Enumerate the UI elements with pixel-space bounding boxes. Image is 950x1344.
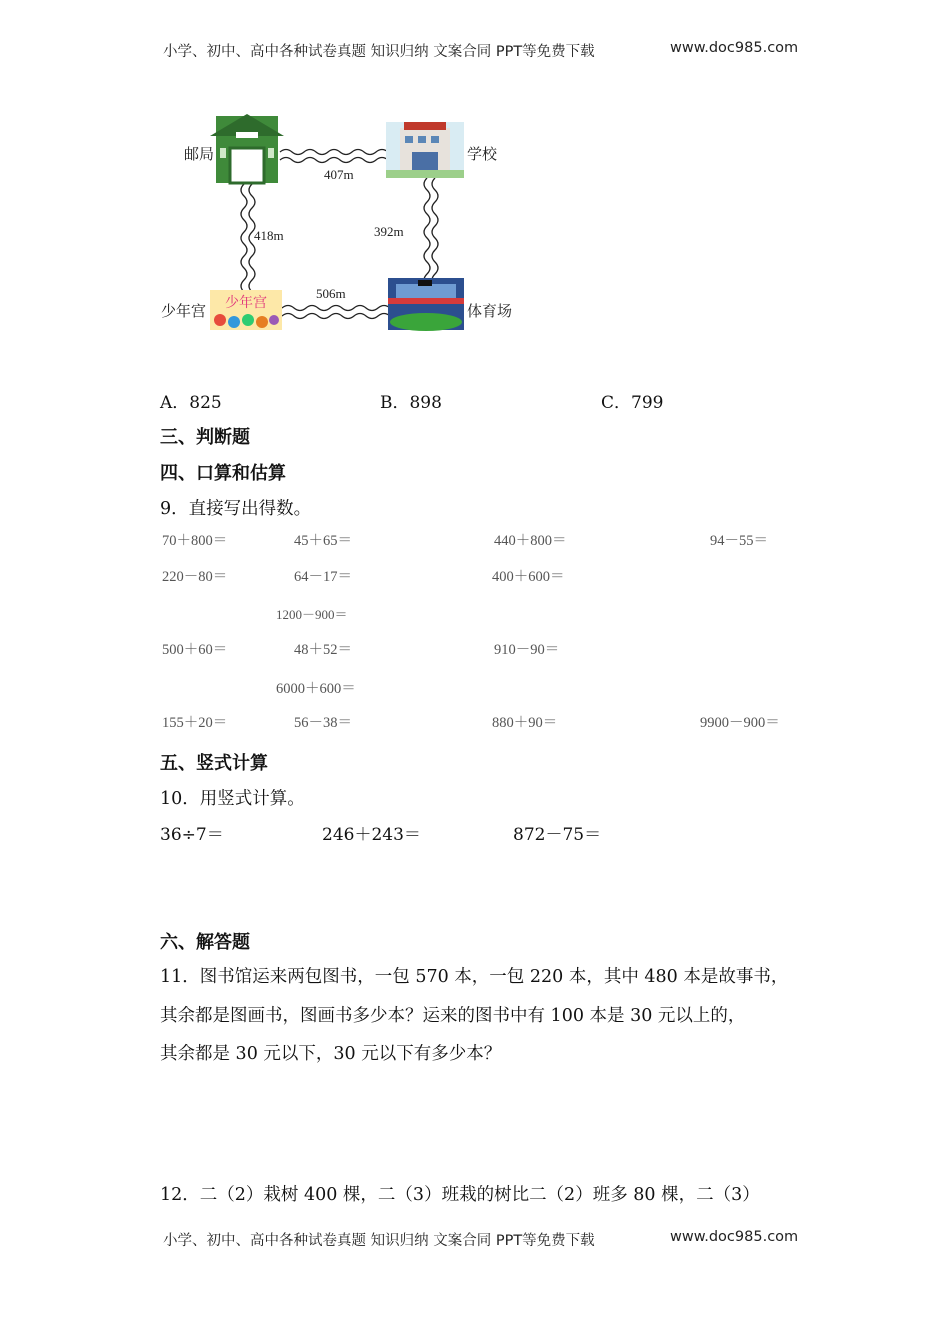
road-post-youth (241, 184, 247, 292)
label-stadium: 体育场 (467, 302, 513, 320)
page-footer (163, 1229, 799, 1250)
footer-site: www.doc985.com (670, 1229, 799, 1245)
q9-item: 155＋20＝ (162, 715, 228, 731)
section-judgement: 三、判断题 (160, 427, 250, 448)
distance-school-stadium: 392m (374, 224, 404, 239)
q10-item: 246＋243＝ (322, 825, 421, 845)
q9-item: 880＋90＝ (492, 715, 558, 731)
q10-title: 10．用竖式计算。 (160, 789, 305, 809)
q10-item: 36÷7＝ (160, 825, 224, 845)
q9-item: 440＋800＝ (494, 533, 567, 549)
option-b: B．898 (380, 393, 442, 413)
label-school: 学校 (467, 145, 498, 163)
school-icon (386, 122, 464, 178)
youth-palace-icon (210, 290, 282, 330)
option-a: A．825 (160, 393, 222, 413)
q9-item: 94－55＝ (710, 533, 768, 549)
label-youth-palace: 少年宫 (161, 302, 207, 320)
page-header (163, 40, 799, 61)
header-text: 小学、初中、高中各种试卷真题 知识归纳 文案合同 PPT等免费下载 (163, 44, 595, 60)
post-office-icon (210, 114, 284, 183)
q11-line-1: 11．图书馆运来两包图书，一包 570 本，一包 220 本，其中 480 本是故事书， (160, 967, 789, 987)
option-c: C．799 (601, 393, 664, 413)
road-youth-stadium (282, 306, 402, 311)
q10-item: 872－75＝ (513, 825, 602, 845)
header-site: www.doc985.com (670, 40, 799, 56)
route-map (150, 108, 530, 340)
q9-item: 500＋60＝ (162, 642, 228, 658)
section-mental-math: 四、口算和估算 (160, 463, 286, 484)
q9-item: 6000＋600＝ (276, 681, 356, 697)
stadium-icon (388, 278, 464, 331)
q9-item: 48＋52＝ (294, 642, 352, 658)
youth-sign-text: 少年宫 (225, 295, 267, 311)
footer-text: 小学、初中、高中各种试卷真题 知识归纳 文案合同 PPT等免费下载 (163, 1233, 595, 1249)
q9-title: 9．直接写出得数。 (160, 499, 312, 519)
label-post-office: 邮局 (184, 145, 215, 163)
q9-item: 56－38＝ (294, 715, 352, 731)
q9-item: 9900－900＝ (700, 715, 780, 731)
q9-item: 220－80＝ (162, 569, 228, 585)
distance-youth-stadium: 506m (316, 286, 346, 301)
q11-line-3: 其余都是 30 元以下，30 元以下有多少本？ (160, 1044, 502, 1064)
q9-item: 400＋600＝ (492, 569, 565, 585)
section-vertical-calc: 五、竖式计算 (160, 753, 268, 774)
q9-item: 70＋800＝ (162, 533, 228, 549)
q11-line-2: 其余都是图画书，图画书多少本？运来的图书中有 100 本是 30 元以上的， (160, 1006, 746, 1026)
q9-item: 64－17＝ (294, 569, 352, 585)
q12-line: 12．二（2）栽树 400 棵，二（3）班栽的树比二（2）班多 80 棵，二（3） (160, 1185, 760, 1205)
section-word-problems: 六、解答题 (160, 932, 250, 953)
q9-item: 910－90＝ (494, 642, 560, 658)
q9-item: 1200－900＝ (276, 607, 348, 622)
distance-post-school: 407m (324, 167, 354, 182)
distance-post-youth: 418m (254, 228, 284, 243)
q9-item: 45＋65＝ (294, 533, 352, 549)
